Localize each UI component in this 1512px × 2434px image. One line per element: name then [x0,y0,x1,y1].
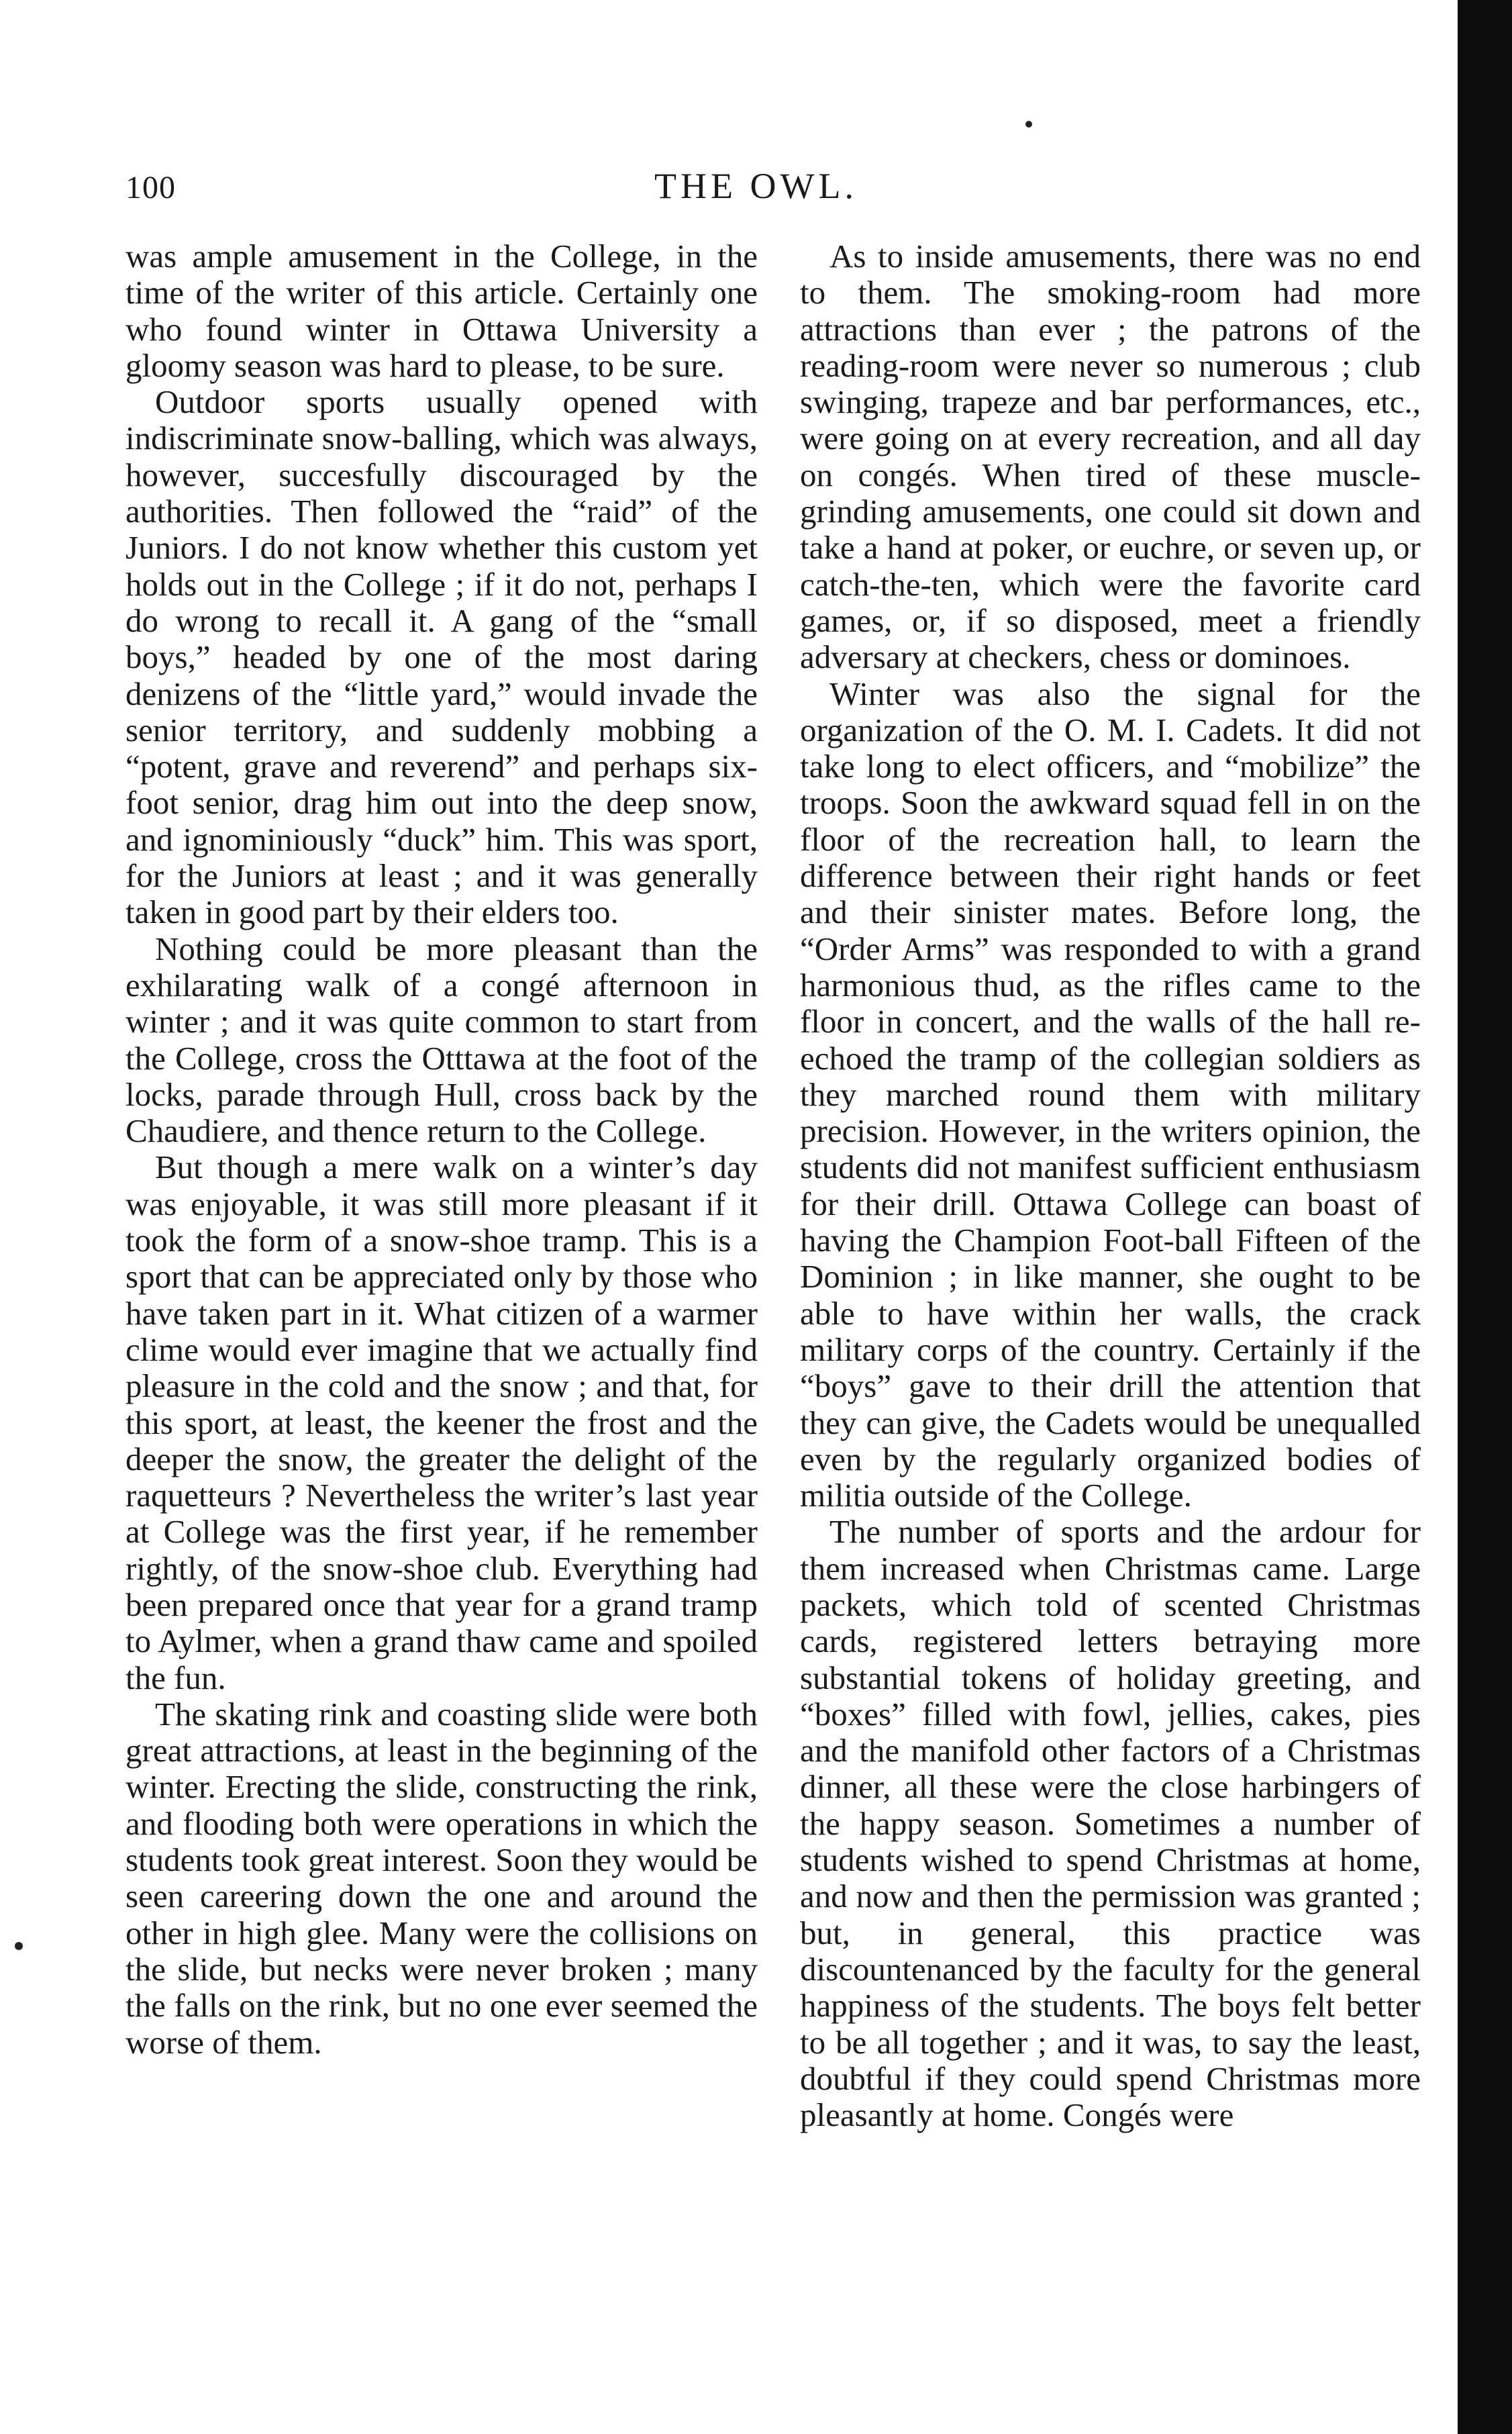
scan-edge-bar [1458,0,1512,2434]
scan-speck [1025,121,1032,128]
paragraph: As to inside amusements, there was no end to them. The smoking-room had more attractions than ever ; the patrons of the reading-room were never so numerous ; club swinging, trapeze and bar performances, etc., were going on at every recreation, and all day on congés. When tired of these muscle-grinding amusements, one could sit down and take a hand at poker, or euchre, or seven up, or catch-the-ten, which were the favorite card games, or, if so disposed, meet a friendly adversary at checkers, chess or dominoes. [800,238,1421,676]
paragraph: Outdoor sports usually opened with indiscriminate snow-balling, which was always, however, succesfully discouraged by the authorities. Then followed the “raid” of the Juniors. I do not know whether this custom yet holds out in the College ; if it do not, perhaps I do wrong to recall it. A gang of the “small boys,” headed by one of the most daring denizens of the “little yard,” would invade the senior territory, and suddenly mobbing a “potent, grave and reverend” and perhaps six-foot senior, drag him out into the deep snow, and ignominiously “duck” him. This was sport, for the Juniors at least ; and it was generally taken in good part by their elders too. [125,383,758,931]
paragraph: was ample amusement in the College, in the time of the writer of this article. Certainly one who found winter in Ottawa University a gloomy season was hard to please, to be sure. [125,238,758,384]
paragraph: The skating rink and coasting slide were both great attractions, at least in the beginning of the winter. Erecting the slide, constructing the rink, and flooding both were operations in which the students took great interest. Soon they would be seen careering down the one and around the other in high glee. Many were the collisions on the slide, but necks were never broken ; many the falls on the rink, but no one ever seemed the worse of them. [125,1695,758,2061]
right-column [800,238,1421,2133]
left-column [125,238,758,2061]
paragraph: But though a mere walk on a winter’s day was enjoyable, it was still more pleasant if it took the form of a snow-shoe tramp. This is a sport that can be appreciated only by those who have taken part in it. What citizen of a warmer clime would ever imagine that we actually find pleasure in the cold and the snow ; and that, for this sport, at least, the keener the frost and the deeper the snow, the greater the delight of the raquetteurs ? Nevertheless the writer’s last year at College was the first year, if he remember rightly, of the snow-shoe club. Everything had been prepared once that year for a grand tramp to Aylmer, when a grand thaw came and spoiled the fun. [125,1149,758,1696]
paragraph: Winter was also the signal for the organization of the O. M. I. Cadets. It did not take long to elect officers, and “mobilize” the troops. Soon the awkward squad fell in on the floor of the recreation hall, to learn the difference between their right hands or feet and their sinister mates. Before long, the “Order Arms” was responded to with a grand harmonious thud, as the rifles came to the floor in concert, and the walls of the hall re-echoed the tramp of the collegian soldiers as they marched round them with military precision. However, in the writers opinion, the students did not manifest sufficient enthusiasm for their drill. Ottawa College can boast of having the Champion Foot-ball Fifteen of the Dominion ; in like manner, she ought to be able to have within her walls, the crack military corps of the country. Certainly if the “boys” gave to their drill the attention that they can give, the Cadets would be unequalled even by the regularly organized bodies of militia outside of the College. [800,675,1421,1514]
scan-speck [15,1942,23,1950]
paragraph: The number of sports and the ardour for them increased when Christmas came. Large packets, which told of scented Christmas cards, registered letters betraying more substantial tokens of holiday greeting, and “boxes” filled with fowl, jellies, cakes, pies and the manifold other factors of a Christmas dinner, all these were the close harbingers of the happy season. Sometimes a number of students wished to spend Christmas at home, and now and then the permission was granted ; but, in general, this practice was discountenanced by the faculty for the general happiness of the students. The boys felt better to be all together ; and it was, to say the least, doubtful if they could spend Christmas more pleasantly at home. Congés were [800,1513,1421,2134]
page-number: 100 [125,170,176,205]
running-title: THE OWL. [654,166,858,206]
paragraph: Nothing could be more pleasant than the exhilarating walk of a congé afternoon in winter ; and it was quite common to start from the College, cross the Otttawa at the foot of the locks, parade through Hull, cross back by the Chaudiere, and thence return to the College. [125,930,758,1150]
